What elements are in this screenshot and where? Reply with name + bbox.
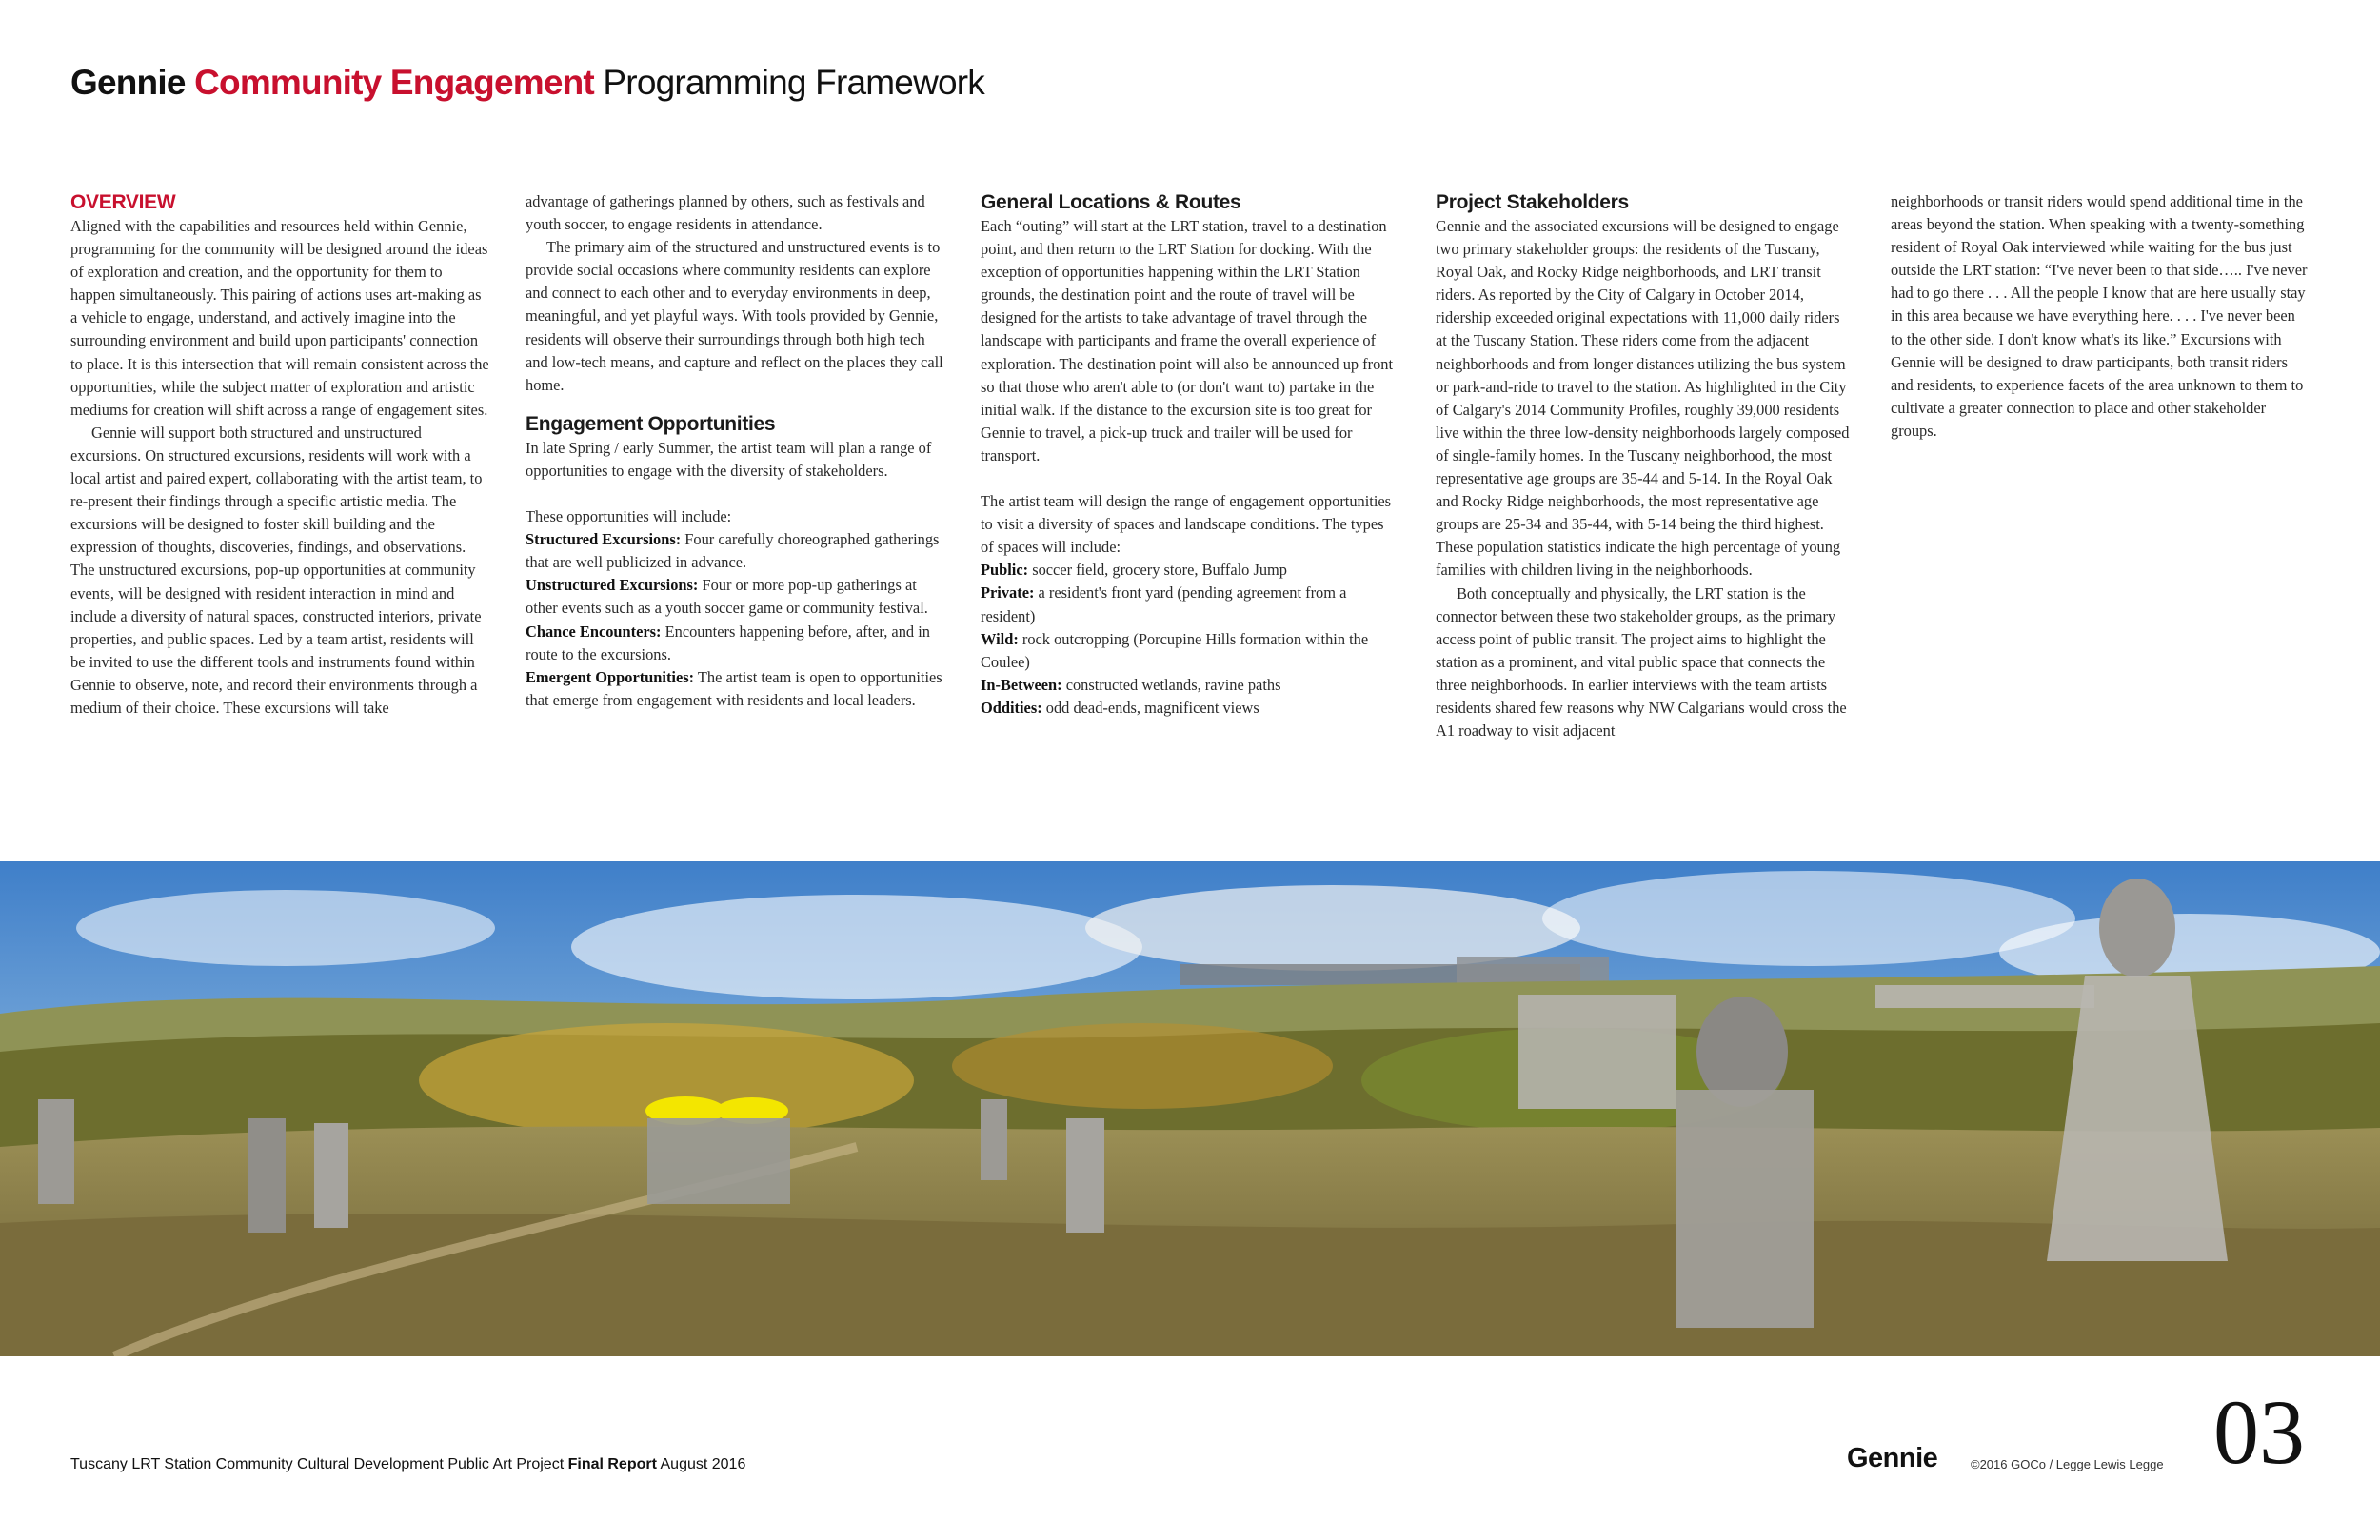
footer-copyright: ©2016 GOCo / Legge Lewis Legge xyxy=(1971,1457,2164,1471)
location-item: Oddities: odd dead-ends, magnificent views xyxy=(981,698,1259,717)
engagement-heading: Engagement Opportunities xyxy=(526,412,776,435)
overview-heading: OVERVIEW xyxy=(70,191,176,213)
footer-brand-logo: Gennie xyxy=(1847,1443,1938,1473)
footer-report-title: Tuscany LRT Station Community Cultural Development Public Art Project Final Report August 2016 xyxy=(70,1456,746,1472)
title-brand: Gennie xyxy=(70,63,186,102)
location-item: Public: soccer field, grocery store, Buffalo Jump xyxy=(981,561,1287,580)
engagement-item: Unstructured Excursions: Four or more pop-up gatherings at other events such as a youth soccer game or community festival. xyxy=(526,576,928,618)
locations-heading: General Locations & Routes xyxy=(981,191,1241,213)
column-engagement xyxy=(526,190,944,712)
page-number: 03 xyxy=(2213,1381,2305,1483)
column-overview xyxy=(70,190,489,720)
page-title xyxy=(70,59,984,107)
overview-paragraph-4: The primary aim of the structured and unstructured events is to provide social occasions where community residents can explore and connect to each other and to everyday environments in deep, meaningful, and yet playful ways. With tools provided by Gennie, residents will observe their surroundings through both high tech and low-tech means, and capture and reflect on the places they call home. xyxy=(526,238,943,394)
location-item: In-Between: constructed wetlands, ravine paths xyxy=(981,675,1281,694)
stakeholders-heading: Project Stakeholders xyxy=(1436,191,1629,213)
column-locations xyxy=(981,190,1399,720)
column-stakeholders xyxy=(1436,190,1854,742)
locations-paragraph-1: Each “outing” will start at the LRT station, travel to a destination point, and then return to the LRT Station for docking. With the exception of opportunities happening within the LRT Station grounds, the destination point and the route of travel will be designed for the artists to take advantage of travel through the landscape with participants and frame the overall experience of exploration. The destination point will also be announced up front so that those who aren't able to (or don't want to) partake in the initial walk. If the distance to the excursion site is too great for Gennie to travel, a pick-up truck and trailer will be used for transport. xyxy=(981,217,1394,464)
engagement-paragraph-2: These opportunities will include: xyxy=(526,507,732,526)
column-stakeholders-continued xyxy=(1891,190,2310,443)
engagement-item: Structured Excursions: Four carefully choreographed gatherings that are well publicized in advance. xyxy=(526,530,940,572)
title-rest: Programming Framework xyxy=(603,63,984,102)
overview-paragraph-1: Aligned with the capabilities and resources held within Gennie, programming for the community will be designed around the ideas of exploration and creation, and the opportunity for them to happen simultaneously. This pairing of actions uses art-making as a vehicle to engage, understand, and actively imagine into the surrounding environment and build upon participants' connection to place. It is this intersection that will remain consistent across the opportunities, while the subject matter of exploration and artistic mediums for creation will shift across a range of engagement sites. xyxy=(70,217,489,419)
engagement-item: Chance Encounters: Encounters happening before, after, and in route to the excursions. xyxy=(526,622,930,663)
overview-paragraph-3: advantage of gatherings planned by others, such as festivals and youth soccer, to engage residents in attendance. xyxy=(526,192,925,234)
overview-paragraph-2: Gennie will support both structured and unstructured excursions. On structured excursions, residents will work with a local artist and paired expert, collaborating with the artist team, to re-present their findings through a specific artistic media. The excursions will be designed to foster skill building and the expression of thoughts, discoveries, findings, and observations. The unstructured excursions, pop-up opportunities at community events, will be designed with resident interaction in mind and include a diversity of natural spaces, constructed interiors, private properties, and public spaces. Led by a team artist, residents will be invited to use the different tools and instruments found within Gennie to observe, note, and record their environments through a medium of their choice. These excursions will take xyxy=(70,423,483,717)
engagement-paragraph-1: In late Spring / early Summer, the artist team will plan a range of opportunities to engage with the diversity of stakeholders. xyxy=(526,438,932,480)
stakeholders-paragraph-1: Gennie and the associated excursions will be designed to engage two primary stakeholder groups: the residents of the Tuscany, Royal Oak, and Rocky Ridge neighborhoods, and LRT transit riders. As reported by the City of Calgary in October 2014, ridership exceeded original expectations with 11,000 daily riders at the Tuscany Station. These riders come from the adjacent neighborhoods and from longer distances utilizing the bus system or park-and-ride to travel to the station. As highlighted in the City of Calgary's 2014 Community Profiles, roughly 39,000 residents live within the three low-density neighborhoods largely composed of single-family homes. In the Tuscany neighborhood, the most representative age groups are 35-44 and 5-14. In the Royal Oak and Rocky Ridge neighborhoods, the most representative age groups are 25-34 and 35-44, with 5-14 being the third highest. These population statistics indicate the high percentage of young families with children living in the neighborhoods. xyxy=(1436,217,1850,580)
location-item: Wild: rock outcropping (Porcupine Hills formation within the Coulee) xyxy=(981,629,1369,671)
location-item: Private: a resident's front yard (pending agreement from a resident) xyxy=(981,583,1347,625)
stakeholders-paragraph-3: neighborhoods or transit riders would spend additional time in the areas beyond the station. When speaking with a twenty-something resident of Royal Oak interviewed while waiting for the bus just outside the LRT station: “I've never been to that side….. I've never had to go there . . . All the people I know that are here usually stay in this area because we have everything here. . . . I've never been to the other side. I don't know what's its like.” Excursions with Gennie will be designed to draw participants, both transit riders and residents, to experience facets of the area unknown to them to cultivate a greater connection to place and other stakeholder groups. xyxy=(1891,192,2308,440)
locations-paragraph-2: The artist team will design the range of engagement opportunities to visit a diversity of spaces and landscape conditions. The types of spaces will include: xyxy=(981,492,1392,557)
panorama-collage-image xyxy=(0,861,2380,1356)
engagement-item: Emergent Opportunities: The artist team is open to opportunities that emerge from engagement with residents and local leaders. xyxy=(526,667,942,709)
title-highlight: Community Engagement xyxy=(194,63,594,102)
stakeholders-paragraph-2: Both conceptually and physically, the LRT station is the connector between these two stakeholder groups, as the primary access point of public transit. The project aims to highlight the station as a prominent, and vital public space that connects the three neighborhoods. In earlier interviews with the team artists residents shared few reasons why NW Calgarians would cross the A1 roadway to visit adjacent xyxy=(1436,583,1847,740)
